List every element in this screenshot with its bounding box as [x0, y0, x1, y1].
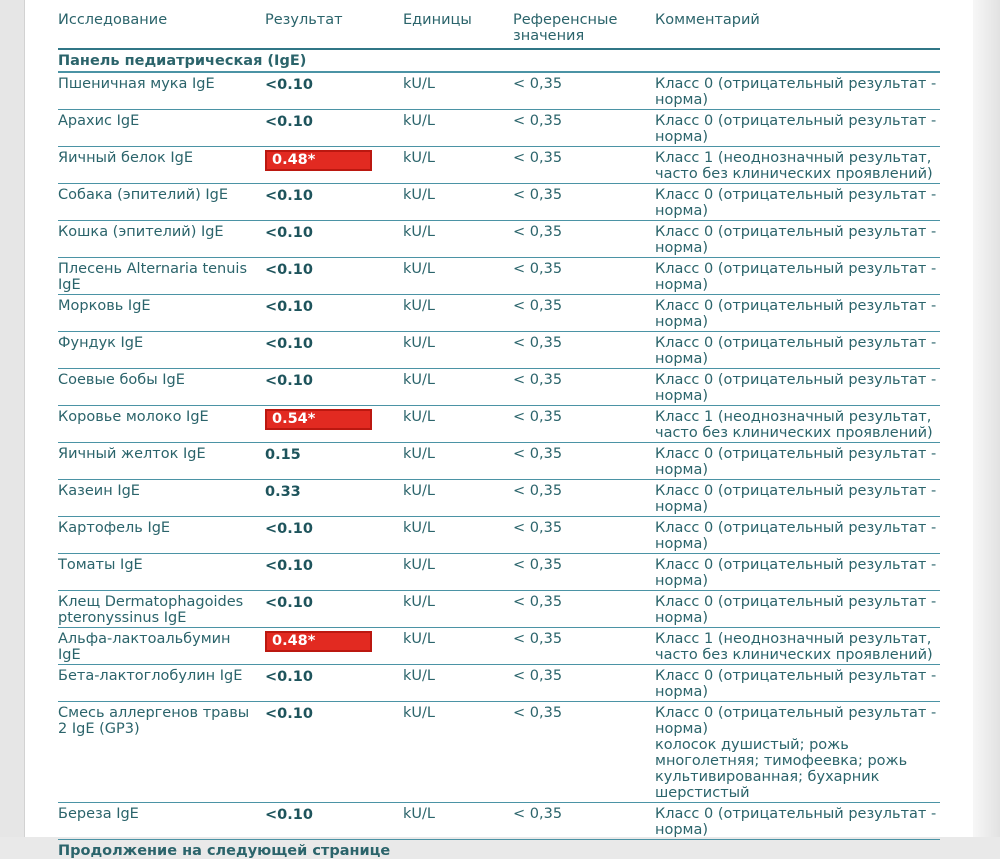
result-value: 0.54*	[265, 409, 372, 430]
table-row	[58, 628, 940, 665]
units-cell: kU/L	[403, 806, 435, 822]
table-row	[58, 480, 940, 517]
reference-cell: < 0,35	[513, 187, 563, 203]
comment-text: Класс 0 (отрицательный результат - норма)	[655, 187, 937, 219]
test-name-cell: Коровье молоко IgE	[58, 409, 209, 425]
comment-text: Класс 0 (отрицательный результат - норма)	[655, 113, 937, 145]
test-name-cell: Соевые бобы IgE	[58, 372, 185, 388]
reference-cell: < 0,35	[513, 446, 563, 462]
column-header-units: Единицы	[403, 12, 472, 28]
result-value: <0.10	[265, 188, 313, 204]
test-name-cell: Собака (эпителий) IgE	[58, 187, 228, 203]
result-cell	[265, 668, 403, 686]
table-body	[58, 73, 940, 840]
reference-cell: < 0,35	[513, 668, 563, 684]
comment-cell	[655, 557, 940, 590]
viewer-left-margin	[0, 0, 25, 837]
units-cell: kU/L	[403, 557, 435, 573]
reference-cell: < 0,35	[513, 705, 563, 721]
units-cell: kU/L	[403, 261, 435, 277]
result-cell	[265, 76, 403, 94]
table-row	[58, 73, 940, 110]
test-name-cell: Яичный желток IgE	[58, 446, 206, 462]
reference-cell: < 0,35	[513, 594, 563, 610]
comment-text: Класс 0 (отрицательный результат - норма)	[655, 76, 937, 108]
test-name-cell: Клещ Dermatophagoides pteronyssinus IgE	[58, 594, 244, 626]
comment-text: Класс 0 (отрицательный результат - норма)	[655, 261, 937, 293]
reference-cell: < 0,35	[513, 298, 563, 314]
comment-text: Класс 0 (отрицательный результат - норма)	[655, 557, 937, 589]
result-cell	[265, 298, 403, 316]
table-row	[58, 517, 940, 554]
units-cell: kU/L	[403, 594, 435, 610]
comment-cell	[655, 150, 940, 183]
comment-cell	[655, 187, 940, 220]
result-cell	[265, 113, 403, 131]
reference-cell: < 0,35	[513, 372, 563, 388]
comment-text: Класс 0 (отрицательный результат - норма)	[655, 446, 937, 478]
units-cell: kU/L	[403, 298, 435, 314]
comment-text: Класс 1 (неоднозначный результат, часто без клинических проявлений)	[655, 409, 933, 441]
table-row	[58, 591, 940, 628]
test-name-cell: Береза IgE	[58, 806, 139, 822]
test-name-cell: Бета-лактоглобулин IgE	[58, 668, 243, 684]
test-name-cell: Плесень Alternaria tenuis IgE	[58, 261, 248, 293]
units-cell: kU/L	[403, 113, 435, 129]
column-header-result: Результат	[265, 12, 343, 28]
table-row	[58, 332, 940, 369]
table-row	[58, 221, 940, 258]
comment-text: Класс 0 (отрицательный результат - норма)	[655, 335, 937, 367]
test-name-cell: Картофель IgE	[58, 520, 171, 536]
comment-cell	[655, 409, 940, 442]
comment-cell	[655, 631, 940, 664]
table-row	[58, 443, 940, 480]
test-name-cell: Смесь аллергенов травы 2 IgE (GP3)	[58, 705, 250, 737]
comment-text: Класс 0 (отрицательный результат - норма)	[655, 806, 937, 838]
units-cell: kU/L	[403, 224, 435, 240]
comment-text: Класс 0 (отрицательный результат - норма)	[655, 483, 937, 515]
units-cell: kU/L	[403, 446, 435, 462]
comment-text: Класс 0 (отрицательный результат - норма)	[655, 224, 937, 256]
reference-cell: < 0,35	[513, 113, 563, 129]
reference-cell: < 0,35	[513, 806, 563, 822]
units-cell: kU/L	[403, 705, 435, 721]
table-row	[58, 184, 940, 221]
result-value: <0.10	[265, 299, 313, 315]
comment-cell	[655, 520, 940, 553]
reference-cell: < 0,35	[513, 335, 563, 351]
comment-cell	[655, 372, 940, 405]
comment-cell	[655, 335, 940, 368]
table-header-row	[58, 0, 940, 50]
result-cell	[265, 631, 403, 652]
test-name-cell: Томаты IgE	[58, 557, 143, 573]
reference-cell: < 0,35	[513, 261, 563, 277]
comment-text: Класс 0 (отрицательный результат - норма)	[655, 668, 937, 700]
result-cell	[265, 520, 403, 538]
comment-cell	[655, 705, 940, 802]
result-value: 0.15	[265, 447, 301, 463]
reference-cell: < 0,35	[513, 224, 563, 240]
result-cell	[265, 705, 403, 723]
viewer-right-margin	[973, 0, 1000, 837]
units-cell: kU/L	[403, 483, 435, 499]
test-name-cell: Фундук IgE	[58, 335, 144, 351]
result-value: <0.10	[265, 225, 313, 241]
units-cell: kU/L	[403, 409, 435, 425]
result-value: <0.10	[265, 77, 313, 93]
comment-cell	[655, 298, 940, 331]
table-row	[58, 406, 940, 443]
units-cell: kU/L	[403, 76, 435, 92]
reference-cell: < 0,35	[513, 409, 563, 425]
table-row	[58, 803, 940, 840]
table-row	[58, 702, 940, 803]
result-cell	[265, 446, 403, 464]
table-row	[58, 554, 940, 591]
table-row	[58, 295, 940, 332]
test-name-cell: Арахис IgE	[58, 113, 140, 129]
result-cell	[265, 409, 403, 430]
result-value: <0.10	[265, 373, 313, 389]
result-value: <0.10	[265, 558, 313, 574]
continuation-notice: Продолжение на следующей странице	[58, 843, 391, 859]
comment-cell	[655, 483, 940, 516]
result-value: 0.48*	[265, 631, 372, 652]
reference-cell: < 0,35	[513, 150, 563, 166]
comment-text: Класс 1 (неоднозначный результат, часто без клинических проявлений)	[655, 631, 933, 663]
comment-cell	[655, 261, 940, 294]
table-row	[58, 147, 940, 184]
comment-cell	[655, 224, 940, 257]
result-cell	[265, 806, 403, 824]
comment-text: Класс 0 (отрицательный результат - норма)	[655, 594, 937, 626]
comment-cell	[655, 594, 940, 627]
comment-text: Класс 0 (отрицательный результат - норма)	[655, 705, 937, 737]
reference-cell: < 0,35	[513, 631, 563, 647]
result-value: <0.10	[265, 521, 313, 537]
comment-cell	[655, 668, 940, 701]
result-value: <0.10	[265, 706, 313, 722]
result-cell	[265, 224, 403, 242]
comment-cell	[655, 446, 940, 479]
result-cell	[265, 335, 403, 353]
result-value: <0.10	[265, 807, 313, 823]
comment-text: Класс 0 (отрицательный результат - норма)	[655, 298, 937, 330]
comment-text: Класс 1 (неоднозначный результат, часто без клинических проявлений)	[655, 150, 933, 182]
comment-cell	[655, 806, 940, 839]
result-value: <0.10	[265, 669, 313, 685]
result-cell	[265, 594, 403, 612]
test-name-cell: Морковь IgE	[58, 298, 151, 314]
result-cell	[265, 372, 403, 390]
comment-allergen-list: колосок душистый; рожь многолетняя; тимофеевка; рожь культивированная; бухарник шерстистый	[655, 737, 908, 801]
column-header-test: Исследование	[58, 12, 168, 28]
test-name-cell: Яичный белок IgE	[58, 150, 194, 166]
units-cell: kU/L	[403, 631, 435, 647]
report-page	[25, 0, 973, 859]
units-cell: kU/L	[403, 335, 435, 351]
test-name-cell: Казеин IgE	[58, 483, 140, 499]
units-cell: kU/L	[403, 668, 435, 684]
result-cell	[265, 483, 403, 501]
result-cell	[265, 261, 403, 279]
result-value: 0.48*	[265, 150, 372, 171]
result-value: <0.10	[265, 595, 313, 611]
units-cell: kU/L	[403, 150, 435, 166]
reference-cell: < 0,35	[513, 557, 563, 573]
comment-text: Класс 0 (отрицательный результат - норма)	[655, 372, 937, 404]
table-row	[58, 110, 940, 147]
table-row	[58, 258, 940, 295]
results-table	[58, 0, 940, 840]
units-cell: kU/L	[403, 187, 435, 203]
table-row	[58, 369, 940, 406]
comment-cell	[655, 113, 940, 146]
comment-text: Класс 0 (отрицательный результат - норма)	[655, 520, 937, 552]
comment-cell	[655, 76, 940, 109]
test-name-cell: Альфа-лактоальбумин IgE	[58, 631, 231, 663]
panel-section-title: Панель педиатрическая (IgE)	[58, 50, 940, 73]
column-header-reference: Референсные значения	[513, 12, 618, 44]
result-cell	[265, 187, 403, 205]
test-name-cell: Кошка (эпителий) IgE	[58, 224, 224, 240]
reference-cell: < 0,35	[513, 483, 563, 499]
reference-cell: < 0,35	[513, 520, 563, 536]
test-name-cell: Пшеничная мука IgE	[58, 76, 215, 92]
result-value: <0.10	[265, 114, 313, 130]
result-cell	[265, 150, 403, 171]
table-row	[58, 665, 940, 702]
reference-cell: < 0,35	[513, 76, 563, 92]
units-cell: kU/L	[403, 372, 435, 388]
result-cell	[265, 557, 403, 575]
units-cell: kU/L	[403, 520, 435, 536]
result-value: 0.33	[265, 484, 301, 500]
result-value: <0.10	[265, 336, 313, 352]
column-header-comment: Комментарий	[655, 12, 760, 28]
result-value: <0.10	[265, 262, 313, 278]
